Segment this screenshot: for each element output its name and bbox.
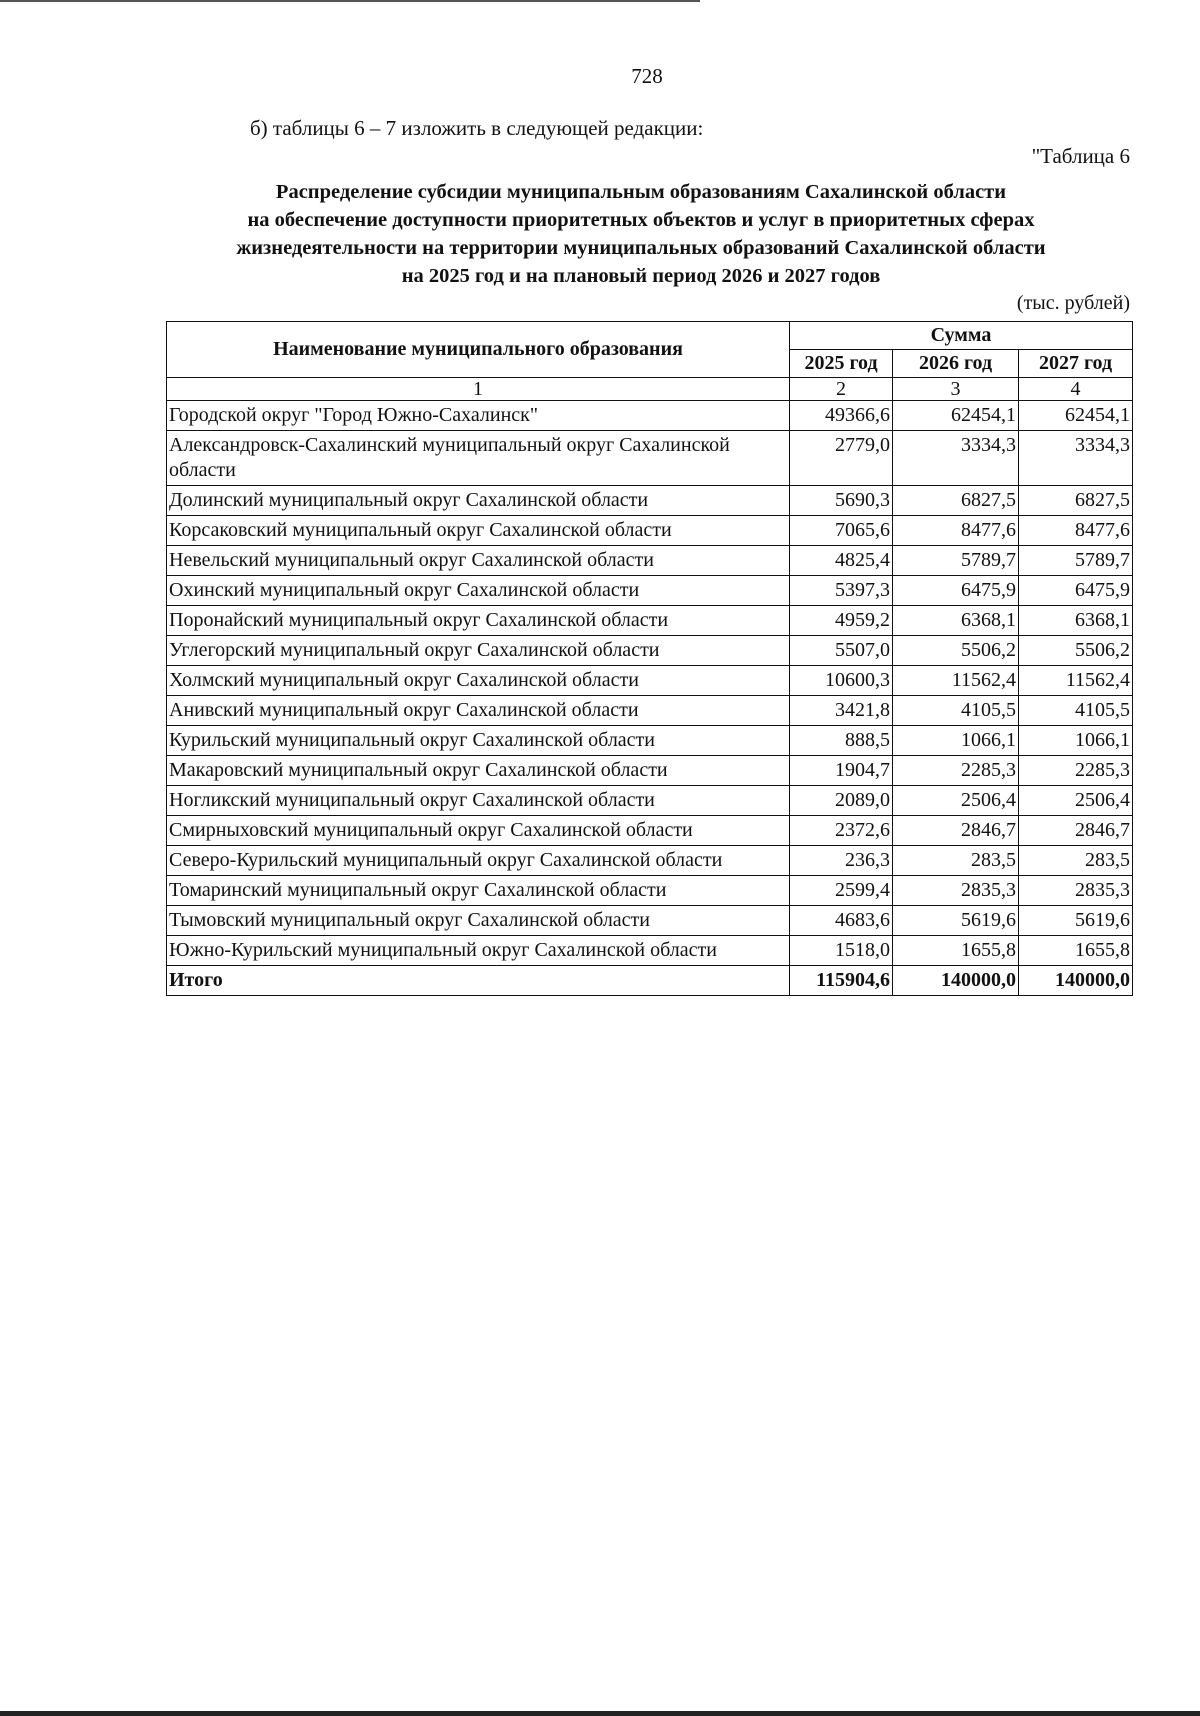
- header-year-2026: 2026 год: [893, 350, 1019, 378]
- title-line: Распределение субсидии муниципальным образованиям Сахалинской области: [275, 181, 1007, 203]
- municipality-name-cell: Долинский муниципальный округ Сахалинской области: [167, 486, 790, 516]
- municipality-name-cell: Холмский муниципальный округ Сахалинской области: [167, 666, 790, 696]
- value-2027-cell: 6475,9: [1019, 576, 1133, 606]
- table-row: [167, 431, 1133, 486]
- header-sum: Сумма: [790, 322, 1133, 350]
- table-body: [167, 401, 1133, 996]
- page-number: 728: [631, 64, 663, 88]
- value-2025-cell: 236,3: [790, 846, 893, 876]
- table-row: [167, 666, 1133, 696]
- municipality-name-cell: Городской округ "Город Южно-Сахалинск": [167, 401, 790, 431]
- value-2026-cell: 2285,3: [893, 756, 1019, 786]
- value-2026-cell: 5789,7: [893, 546, 1019, 576]
- municipality-name-cell: Корсаковский муниципальный округ Сахалинской области: [167, 516, 790, 546]
- subsidy-table: [166, 321, 1133, 996]
- value-2025-cell: 5397,3: [790, 576, 893, 606]
- municipality-name-cell: Охинский муниципальный округ Сахалинской области: [167, 576, 790, 606]
- value-2027-cell: 6827,5: [1019, 486, 1133, 516]
- value-2027-cell: 4105,5: [1019, 696, 1133, 726]
- municipality-name-cell: Южно-Курильский муниципальный округ Сахалинской области: [167, 936, 790, 966]
- municipality-name-cell: Курильский муниципальный округ Сахалинской области: [167, 726, 790, 756]
- table-row: [167, 606, 1133, 636]
- value-2026-cell: 11562,4: [893, 666, 1019, 696]
- table-title: [150, 178, 1132, 290]
- value-2026-cell: 2835,3: [893, 876, 1019, 906]
- value-2027-cell: 140000,0: [1019, 966, 1133, 996]
- table-row: [167, 696, 1133, 726]
- value-2026-cell: 283,5: [893, 846, 1019, 876]
- table-row: [167, 636, 1133, 666]
- units-label: (тыс. рублей): [1016, 292, 1130, 314]
- value-2025-cell: 1904,7: [790, 756, 893, 786]
- municipality-name-cell: Анивский муниципальный округ Сахалинской области: [167, 696, 790, 726]
- title-line: на обеспечение доступности приоритетных объектов и услуг в приоритетных сферах: [247, 209, 1035, 231]
- value-2025-cell: 10600,3: [790, 666, 893, 696]
- municipality-name-cell: Поронайский муниципальный округ Сахалинской области: [167, 606, 790, 636]
- value-2025-cell: 2089,0: [790, 786, 893, 816]
- value-2027-cell: 2835,3: [1019, 876, 1133, 906]
- value-2026-cell: 3334,3: [893, 431, 1019, 486]
- value-2026-cell: 1655,8: [893, 936, 1019, 966]
- table-row: [167, 756, 1133, 786]
- table-row: [167, 576, 1133, 606]
- table-row: [167, 401, 1133, 431]
- value-2025-cell: 1518,0: [790, 936, 893, 966]
- intro-text: б) таблицы 6 – 7 изложить в следующей редакции:: [250, 116, 704, 140]
- column-number: 1: [167, 378, 790, 401]
- value-2026-cell: 1066,1: [893, 726, 1019, 756]
- municipality-name-cell: Тымовский муниципальный округ Сахалинской области: [167, 906, 790, 936]
- value-2026-cell: 4105,5: [893, 696, 1019, 726]
- value-2027-cell: 62454,1: [1019, 401, 1133, 431]
- municipality-name-cell: Макаровский муниципальный округ Сахалинской области: [167, 756, 790, 786]
- value-2027-cell: 283,5: [1019, 846, 1133, 876]
- value-2027-cell: 1655,8: [1019, 936, 1133, 966]
- table-row: [167, 546, 1133, 576]
- value-2025-cell: 49366,6: [790, 401, 893, 431]
- value-2027-cell: 2285,3: [1019, 756, 1133, 786]
- value-2025-cell: 115904,6: [790, 966, 893, 996]
- total-row: [167, 966, 1133, 996]
- value-2027-cell: 5789,7: [1019, 546, 1133, 576]
- value-2026-cell: 62454,1: [893, 401, 1019, 431]
- column-number: 3: [893, 378, 1019, 401]
- value-2027-cell: 2846,7: [1019, 816, 1133, 846]
- municipality-name-cell: Углегорский муниципальный округ Сахалинской области: [167, 636, 790, 666]
- value-2025-cell: 5690,3: [790, 486, 893, 516]
- header-year-2025: 2025 год: [790, 350, 893, 378]
- municipality-name-cell: Северо-Курильский муниципальный округ Сахалинской области: [167, 846, 790, 876]
- value-2027-cell: 8477,6: [1019, 516, 1133, 546]
- value-2027-cell: 11562,4: [1019, 666, 1133, 696]
- value-2026-cell: 6827,5: [893, 486, 1019, 516]
- header-name: Наименование муниципального образования: [167, 322, 790, 378]
- value-2027-cell: 3334,3: [1019, 431, 1133, 486]
- value-2025-cell: 4959,2: [790, 606, 893, 636]
- municipality-name-cell: Ногликский муниципальный округ Сахалинской области: [167, 786, 790, 816]
- value-2025-cell: 4825,4: [790, 546, 893, 576]
- value-2025-cell: 3421,8: [790, 696, 893, 726]
- value-2027-cell: 6368,1: [1019, 606, 1133, 636]
- value-2026-cell: 6368,1: [893, 606, 1019, 636]
- scan-bottom-edge-line: [0, 1711, 1200, 1716]
- municipality-name-cell: Итого: [167, 966, 790, 996]
- title-line: жизнедеятельности на территории муниципальных образований Сахалинской области: [236, 237, 1046, 259]
- table-row: [167, 726, 1133, 756]
- column-number-row: [167, 378, 1133, 401]
- header-year-2027: 2027 год: [1019, 350, 1133, 378]
- municipality-name-cell: Александровск-Сахалинский муниципальный округ Сахалинской области: [167, 431, 790, 486]
- municipality-name-cell: Томаринский муниципальный округ Сахалинской области: [167, 876, 790, 906]
- value-2027-cell: 1066,1: [1019, 726, 1133, 756]
- value-2026-cell: 2506,4: [893, 786, 1019, 816]
- value-2025-cell: 2779,0: [790, 431, 893, 486]
- value-2026-cell: 5619,6: [893, 906, 1019, 936]
- municipality-name-cell: Смирныховский муниципальный округ Сахалинской области: [167, 816, 790, 846]
- value-2025-cell: 2599,4: [790, 876, 893, 906]
- value-2025-cell: 5507,0: [790, 636, 893, 666]
- column-number: 4: [1019, 378, 1133, 401]
- value-2026-cell: 2846,7: [893, 816, 1019, 846]
- table-row: [167, 516, 1133, 546]
- value-2025-cell: 888,5: [790, 726, 893, 756]
- value-2025-cell: 2372,6: [790, 816, 893, 846]
- value-2026-cell: 5506,2: [893, 636, 1019, 666]
- value-2025-cell: 7065,6: [790, 516, 893, 546]
- table-row: [167, 906, 1133, 936]
- table-label: "Таблица 6: [1031, 144, 1130, 168]
- table-row: [167, 486, 1133, 516]
- value-2025-cell: 4683,6: [790, 906, 893, 936]
- scan-top-edge-line: [0, 0, 700, 2]
- table-row: [167, 846, 1133, 876]
- title-line: на 2025 год и на плановый период 2026 и 2027 годов: [401, 265, 881, 287]
- value-2026-cell: 140000,0: [893, 966, 1019, 996]
- value-2027-cell: 2506,4: [1019, 786, 1133, 816]
- table-row: [167, 786, 1133, 816]
- municipality-name-cell: Невельский муниципальный округ Сахалинской области: [167, 546, 790, 576]
- value-2027-cell: 5506,2: [1019, 636, 1133, 666]
- table-row: [167, 936, 1133, 966]
- table-row: [167, 876, 1133, 906]
- value-2026-cell: 6475,9: [893, 576, 1019, 606]
- value-2026-cell: 8477,6: [893, 516, 1019, 546]
- table-row: [167, 816, 1133, 846]
- value-2027-cell: 5619,6: [1019, 906, 1133, 936]
- column-number: 2: [790, 378, 893, 401]
